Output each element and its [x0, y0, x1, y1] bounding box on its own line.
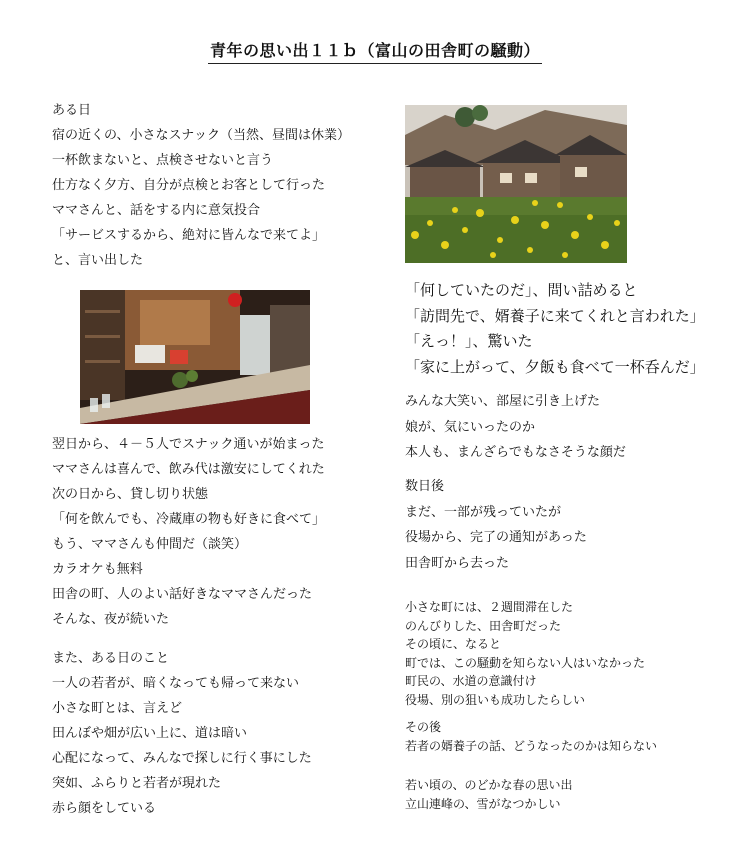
left-paragraph-2 — [52, 432, 325, 632]
right-paragraph-small-3 — [405, 776, 573, 813]
text-line: 若い頃の、のどかな春の思い出 — [405, 778, 573, 792]
text-line: 役場、別の狙いも成功したらしい — [405, 692, 586, 707]
text-line: 「えっ！」、驚いた — [405, 332, 533, 350]
village-photo — [405, 105, 627, 263]
text-line: 町民の、水道の意識付け — [405, 674, 537, 688]
text-line: そんな、夜が続いた — [52, 612, 170, 627]
text-line: のんびりした、田舎町だった — [405, 618, 562, 633]
text-line: もう、ママさんも仲間だ（談笑） — [52, 537, 248, 552]
text-line: 小さな町とは、言えど — [52, 701, 183, 716]
left-paragraph-3 — [52, 646, 312, 821]
text-line: 翌日から、４－５人でスナック通いが始まった — [52, 437, 325, 452]
text-line: 宿の近くの、小さなスナック（当然、昼間は休業） — [52, 128, 350, 143]
text-line: ある日 — [52, 103, 92, 118]
text-line: 次の日から、貸し切り状態 — [52, 487, 209, 502]
right-paragraph-mid-1 — [405, 389, 626, 466]
text-line: 「何していたのだ」、問い詰めると — [405, 281, 638, 299]
text-line: 「何を飲んでも、冷蔵庫の物も好きに食べて」 — [52, 512, 326, 527]
text-line: 田舎町から去った — [405, 555, 510, 571]
text-line: 本人も、まんざらでもなさそうな顔だ — [405, 445, 626, 460]
text-line: 小さな町には、２週間滞在した — [405, 600, 574, 614]
text-line: ママさんは喜んで、飲み代は激安にしてくれた — [52, 462, 325, 477]
page-title: 青年の思い出１１ｂ（富山の田舎町の騒動） — [0, 38, 750, 61]
text-line: 突如、ふらりと若者が現れた — [52, 776, 222, 791]
text-line: 娘が、気にいったのか — [405, 419, 536, 435]
text-line: 立山連峰の、雪がなつかしい — [405, 796, 561, 811]
text-line: 町では、この騒動を知らない人はいなかった — [405, 655, 646, 670]
right-paragraph-small-1 — [405, 598, 645, 709]
text-line: 「訪問先で、婿養子に来てくれと言われた」 — [405, 306, 705, 325]
text-line: 田んぼや畑が広い上に、道は暗い — [52, 726, 248, 741]
text-line: 一杯飲まないと、点検させないと言う — [52, 153, 274, 168]
left-paragraph-1 — [52, 98, 350, 273]
text-line: その頃に、なると — [405, 637, 502, 651]
snack-bar-photo — [80, 290, 310, 424]
text-line: 役場から、完了の通知があった — [405, 530, 587, 545]
text-line: カラオケも無料 — [52, 562, 143, 577]
right-paragraph-small-2 — [405, 718, 657, 755]
text-line: ママさんと、話をする内に意気投合 — [52, 203, 261, 218]
right-paragraph-mid-2 — [405, 474, 587, 576]
text-line: 一人の若者が、暗くなっても帰って来ない — [52, 676, 300, 691]
right-paragraph-large — [405, 278, 705, 380]
text-line: また、ある日のこと — [52, 651, 170, 666]
text-line: 「家に上がって、夕飯も食べて一杯呑んだ」 — [405, 357, 705, 376]
text-line: まだ、一部が残っていたが — [405, 504, 562, 520]
text-line: 仕方なく夕方、自分が点検とお客として行った — [52, 178, 326, 193]
text-line: みんな大笑い、部屋に引き上げた — [405, 394, 601, 409]
text-line: 心配になって、みんなで探しに行く事にした — [52, 751, 312, 766]
text-line: 若者の婿養子の話、どうなったのかは知らない — [405, 738, 658, 753]
text-line: 数日後 — [405, 479, 445, 494]
text-line: 田舎の町、人のよい話好きなママさんだった — [52, 587, 313, 602]
text-line: と、言い出した — [52, 253, 144, 268]
text-line: 「サービスするから、絶対に皆んなで来てよ」 — [52, 228, 326, 243]
text-line: その後 — [405, 720, 442, 734]
text-line: 赤ら顔をしている — [52, 801, 157, 816]
